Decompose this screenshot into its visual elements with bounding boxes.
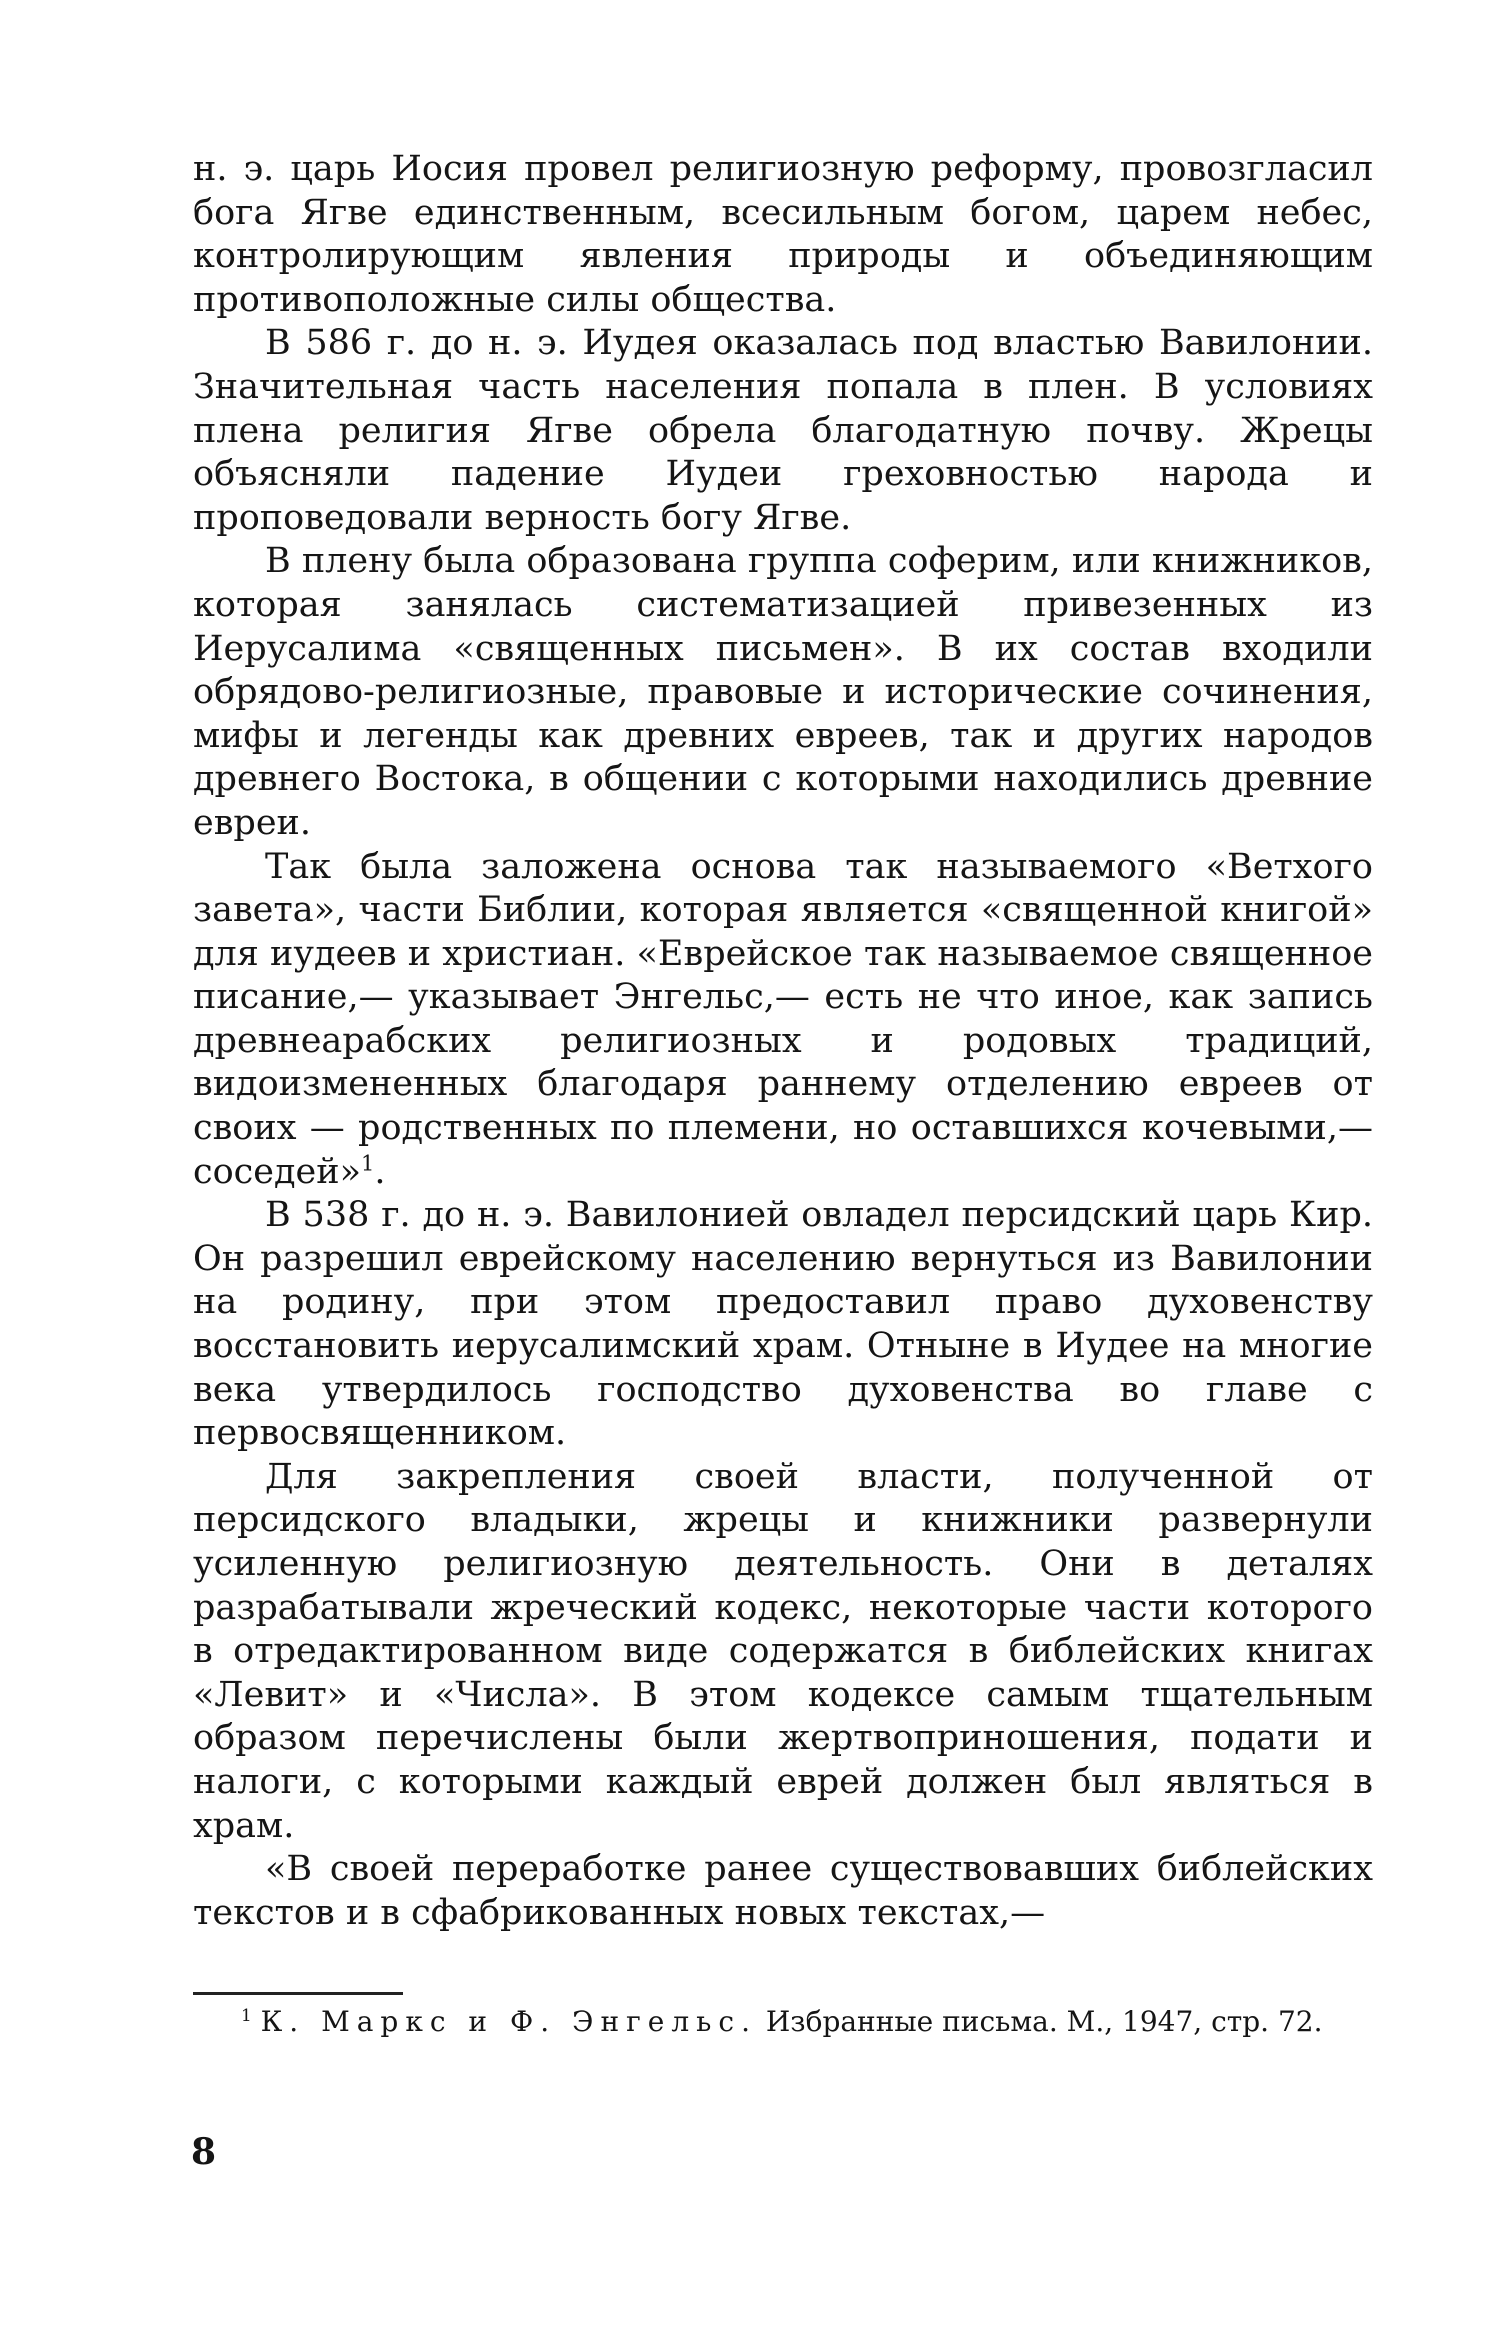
paragraph: В 538 г. до н. э. Вавилонией овладел персидский царь Кир. Он разрешил еврейскому населению вернуться из Вавилонии на родину, при этом предоставил право духовенству восстановить иерусалимский храм. Отныне в Иудее на многие века утвердилось господство духовенства во главе с первосвященником. (193, 1195, 1373, 1454)
footnote-reference[interactable]: 1 (361, 1151, 375, 1176)
footnote-divider (193, 1992, 403, 1995)
page-number: 8 (191, 2131, 217, 2173)
footnotes (193, 2004, 1373, 2040)
paragraph: н. э. царь Иосия провел религиозную реформу, провозгласил бога Ягве единственным, всесильным богом, царем небес, контролирующим явления природы и объединяющим противоположные силы общества. (193, 149, 1373, 320)
paragraph: «В своей переработке ранее существовавших библейских текстов и в сфабрикованных новых текстах,— (193, 1849, 1373, 1933)
footnote (193, 2004, 1373, 2040)
footnote-author: К. Маркс и Ф. Энгельс. (260, 2005, 757, 2038)
paragraph: В плену была образована группа соферим, или книжников, которая занялась систематизацией привезенных из Иерусалима «священных письмен». В их состав входили обрядово-религиозные, правовые и исторические сочинения, мифы и легенды как древних евреев, так и других народов древнего Востока, в общении с которыми находились древние евреи. (193, 541, 1373, 843)
page-text (193, 148, 1373, 1935)
paragraph: В 586 г. до н. э. Иудея оказалась под властью Вавилонии. Значительная часть населения попала в плен. В условиях плена религия Ягве обрела благодатную почву. Жрецы объясняли падение Иудеи греховностью народа и проповедовали верность богу Ягве. (193, 323, 1373, 538)
paragraph-with-footnote: Так была заложена основа так называемого «Ветхого завета», части Библии, которая является «священной книгой» для иудеев и христиан. «Еврейское так называемое священное писание,— указывает Энгельс,— есть не что иное, как запись древнеарабских религиозных и родовых традиций, видоизмененных благодаря раннему отделению евреев от своих — родственных по племени, но оставшихся кочевыми,— соседей»$^1$. (193, 846, 1373, 1192)
paragraph-text: Так была заложена основа так называемого «Ветхого завета», части Библии, которая является «священной книгой» для иудеев и христиан. «Еврейское так называемое священное писание,— указывает Энгельс,— есть не что иное, как запись древнеарабских религиозных и родовых традиций, видоизмененных благодаря раннему отделению евреев от своих — родственных по племени, но оставшихся кочевыми,— соседей» (193, 846, 1373, 1192)
paragraph: Для закрепления своей власти, полученной от персидского владыки, жрецы и книжники развернули усиленную религиозную деятельность. Они в деталях разрабатывали жреческий кодекс, некоторые части которого в отредактированном виде содержатся в библейских книгах «Левит» и «Числа». В этом кодексе самым тщательным образом перечислены были жертвоприношения, подати и налоги, с которыми каждый еврей должен был являться в храм. (193, 1456, 1373, 1846)
footnote-source: Избранные письма. М., 1947, стр. 72. (765, 2005, 1323, 2038)
footnote-marker: 1 (241, 2004, 252, 2025)
